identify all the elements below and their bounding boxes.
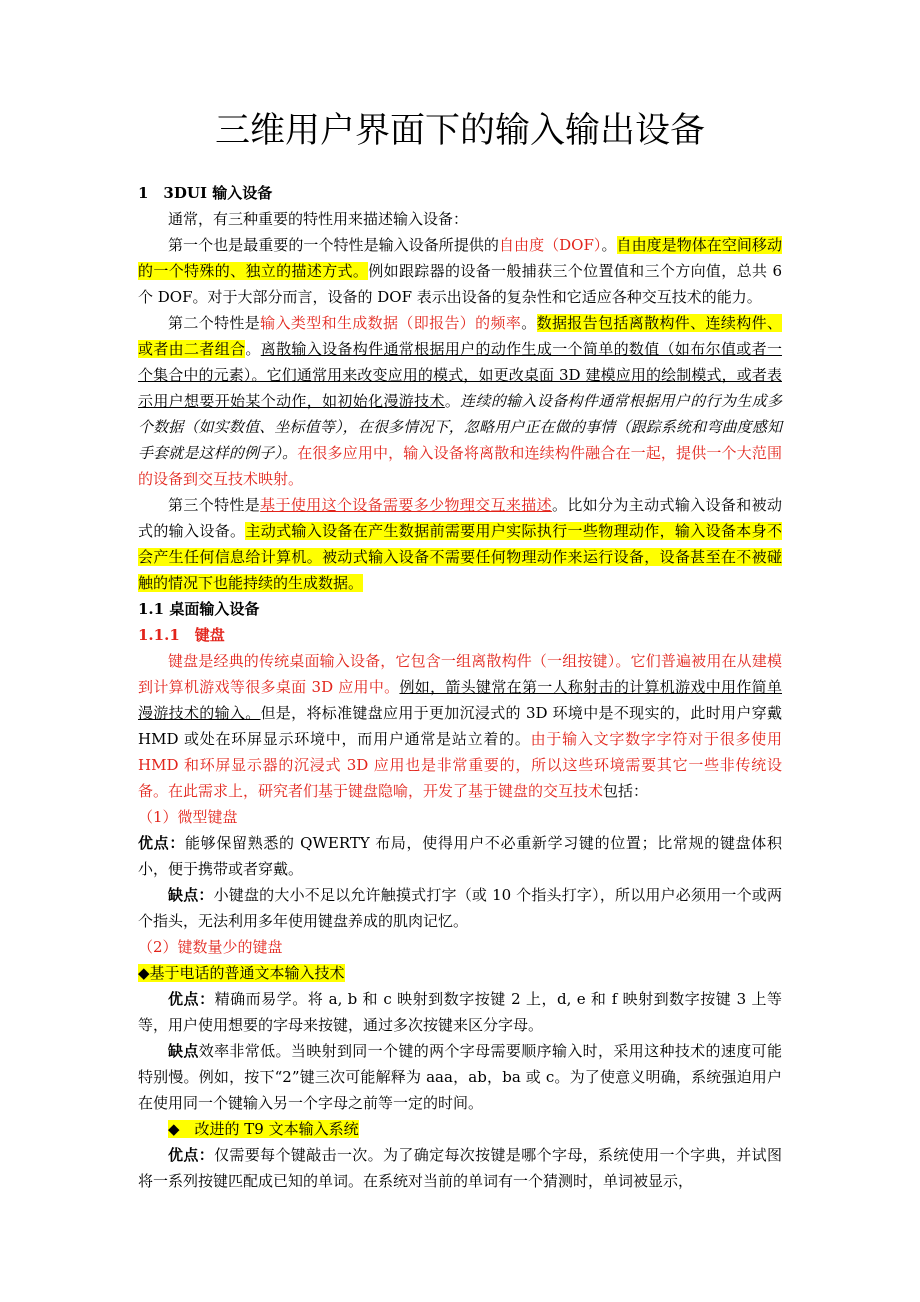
highlight-yellow-t9: ◆ 改进的 T9 文本输入系统 bbox=[168, 1120, 359, 1138]
label-con: 缺点： bbox=[168, 886, 214, 904]
text: 例如跟踪器的设备一般捕获三个位置值和三个方向值，总共 6 个 DOF。对于大部分而言，设备的 DOF 表示出设备的复杂性和它适应各种交互技术的能力。 bbox=[138, 262, 782, 306]
highlight-red-input-type: 输入类型和生成数据（即报告）的频率 bbox=[260, 314, 522, 332]
text: 第三个特性是 bbox=[168, 496, 261, 514]
text: 仅需要每个键敲击一次。为了确定每次按键是哪个字母，系统使用一个字典，并试图将一系列按键匹配成已知的单词。在系统对当前的单词有一个猜测时，单词被显示， bbox=[138, 1146, 782, 1190]
text: 。 bbox=[601, 236, 617, 254]
paragraph-phone-pro bbox=[138, 986, 782, 1038]
text: 第一个也是最重要的一个特性是输入设备所提供的 bbox=[168, 236, 499, 254]
sub-phone-input bbox=[138, 960, 782, 986]
label-con: 缺点 bbox=[168, 1042, 199, 1060]
text: 包括： bbox=[603, 782, 649, 800]
paragraph-mini-con bbox=[138, 882, 782, 934]
red-keyboard-intro: 键盘是经典的传统桌面输入设备，它包含一组离散构件（一组按键）。它们普遍被用在从建模到计算机游戏等很多桌面 3D 应用中。 bbox=[138, 652, 782, 696]
highlight-yellow-report: 数据报告包括离散构件、连续构件、或者由二者组合 bbox=[138, 314, 782, 358]
section-heading-desktop-input: 1.1 桌面输入设备 bbox=[138, 600, 260, 618]
label-pro: 优点： bbox=[138, 834, 186, 852]
text: 效率非常低。当映射到同一个键的两个字母需要顺序输入时，采用这种技术的速度可能特别慢。例如，按下“2”键三次可能解释为 aaa，ab，ba 或 c。为了使意义明确，系统强迫用户在使用同一个键输入另一个字母之前等一定的时间。 bbox=[138, 1042, 782, 1112]
underlined-example: 例如，箭头键常在第一人称射击的计算机游戏中用作简单漫游技术的输入。 bbox=[138, 678, 782, 722]
paragraph-dof bbox=[138, 232, 782, 310]
sub-t9 bbox=[138, 1116, 782, 1142]
text: 小键盘的大小不足以允许触摸式打字（或 10 个指头打字），所以用户必须用一个或两个指头，无法利用多年使用键盘养成的肌肉记忆。 bbox=[138, 886, 782, 930]
paragraph-keyboard bbox=[138, 648, 782, 804]
label-pro: 优点： bbox=[168, 1146, 215, 1164]
underlined-discrete: 离散输入设备构件通常根据用户的动作生成一个简单的数值（如布尔值或者一个集合中的元素）。它们通常用来改变应用的模式，如更改桌面 3D 建模应用的绘制模式，或者表示用户想要开始某个动作，如初始化漫游技术 bbox=[138, 340, 782, 410]
highlight-yellow-dof-def: 自由度是物体在空间移动的一个特殊的、独立的描述方式。 bbox=[138, 236, 782, 280]
italic-continuous: 连续的输入设备构件通常根据用户的行为生成多个数据（如实数值、坐标值等），在很多情况下，忽略用户正在做的事情（跟踪系统和弯曲度感知手套就是这样的例子）。 bbox=[138, 392, 782, 462]
text: 。 bbox=[245, 340, 261, 358]
text: 能够保留熟悉的 QWERTY 布局，使得用户不必重新学习键的位置；比常规的键盘体积小，便于携带或者穿戴。 bbox=[138, 834, 782, 878]
red-keyboard-need: 由于输入文字数字字符对于很多使用 HMD 和环屏显示器的沉浸式 3D 应用也是非常重要的，所以这些环境需要其它一些非传统设备。在此需求上，研究者们基于键盘隐喻，开发了基于键盘的交互技术 bbox=[138, 730, 782, 800]
section-heading-keyboard: 1.1.1 键盘 bbox=[138, 626, 225, 644]
text: 。 bbox=[444, 392, 461, 410]
paragraph-mini-pro bbox=[138, 830, 782, 882]
red-physical: 基于使用这个设备需要多少物理交互来描述 bbox=[260, 496, 552, 514]
label-pro: 优点： bbox=[168, 990, 215, 1008]
paragraph-input-type bbox=[138, 310, 782, 492]
paragraph-intro: 通常，有三种重要的特性用来描述输入设备： bbox=[168, 210, 469, 228]
document-title: 三维用户界面下的输入输出设备 bbox=[214, 111, 705, 151]
paragraph-t9-pro bbox=[138, 1142, 782, 1194]
highlight-yellow-phone: ◆基于电话的普通文本输入技术 bbox=[138, 964, 345, 982]
item-mini-keyboard: （1）微型键盘 bbox=[138, 808, 238, 826]
paragraph-physical-interaction bbox=[138, 492, 782, 596]
section-heading-3dui-input: 1 3DUI 输入设备 bbox=[138, 184, 273, 202]
red-combined: 在很多应用中，输入设备将离散和连续构件融合在一起，提供一个大范围的设备到交互技术映射。 bbox=[138, 444, 782, 488]
text: 第二个特性是 bbox=[168, 314, 261, 332]
item-few-keys: （2）键数量少的键盘 bbox=[138, 938, 283, 956]
text: 但是，将标准键盘应用于更加沉浸式的 3D 环境中是不现实的，此时用户穿戴 HMD 或处在环屏显示环境中，而用户通常是站立着的。 bbox=[138, 704, 782, 748]
text: 精确而易学。将 a, b 和 c 映射到数字按键 2 上，d, e 和 f 映射到数字按键 3 上等等，用户使用想要的字母来按键，通过多次按键来区分字母。 bbox=[138, 990, 782, 1034]
text: 。 bbox=[521, 314, 537, 332]
paragraph-phone-con bbox=[138, 1038, 782, 1116]
highlight-red-dof: 自由度（DOF） bbox=[498, 236, 602, 254]
text: 。比如分为主动式输入设备和被动式的输入设备。 bbox=[138, 496, 782, 540]
highlight-yellow-active-passive: 主动式输入设备在产生数据前需要用户实际执行一些物理动作，输入设备本身不会产生任何信息给计算机。被动式输入设备不需要任何物理动作来运行设备，设备甚至在不被碰触的情况下也能持续的生成数据。 bbox=[138, 522, 782, 592]
